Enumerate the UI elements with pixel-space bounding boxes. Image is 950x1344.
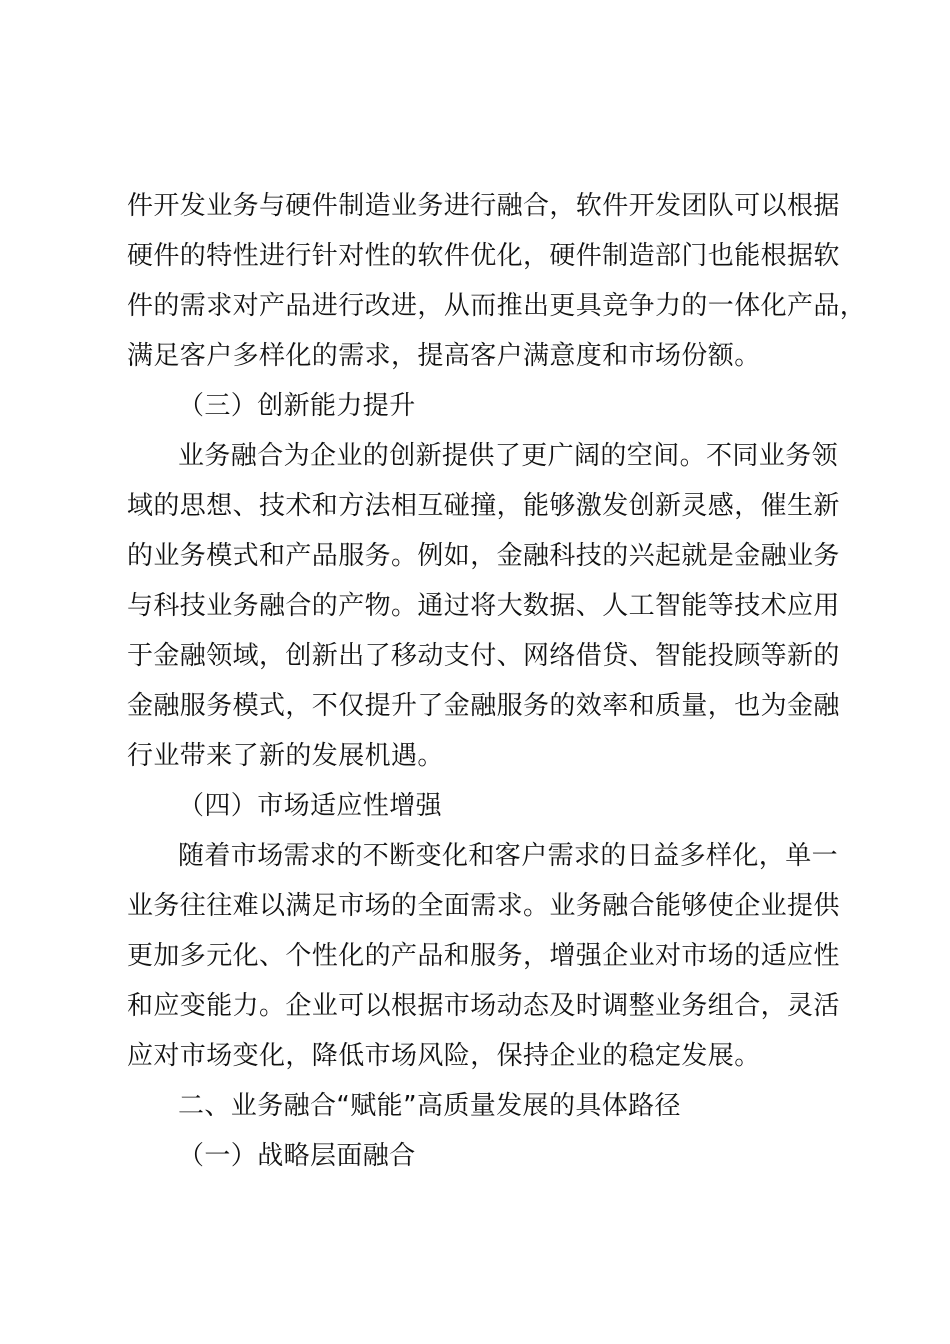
body-text-line: 件的需求对产品进行改进，从而推出更具竞争力的一体化产品， — [127, 291, 867, 321]
body-text-line: 行业带来了新的发展机遇。 — [127, 741, 444, 771]
body-text-line: 于金融领域，创新出了移动支付、网络借贷、智能投顾等新的 — [127, 641, 840, 671]
section-heading: （一）战略层面融合 — [178, 1141, 416, 1171]
body-text-line: 与科技业务融合的产物。通过将大数据、人工智能等技术应用 — [127, 591, 840, 621]
body-text-line: 满足客户多样化的需求，提高客户满意度和市场份额。 — [127, 341, 761, 371]
body-text-line: 件开发业务与硬件制造业务进行融合，软件开发团队可以根据 — [127, 191, 840, 221]
body-text-line: 业务往往难以满足市场的全面需求。业务融合能够使企业提供 — [127, 891, 840, 921]
section-heading: （三）创新能力提升 — [178, 391, 416, 421]
body-text-line: 和应变能力。企业可以根据市场动态及时调整业务组合，灵活 — [127, 991, 840, 1021]
body-text-line: 随着市场需求的不断变化和客户需求的日益多样化，单一 — [178, 841, 839, 871]
body-text-line: 硬件的特性进行针对性的软件优化，硬件制造部门也能根据软 — [127, 241, 840, 271]
chapter-heading: 二、业务融合“赋能”高质量发展的具体路径 — [178, 1091, 681, 1121]
body-text-line: 业务融合为企业的创新提供了更广阔的空间。不同业务领 — [178, 441, 839, 471]
body-text-line: 金融服务模式，不仅提升了金融服务的效率和质量，也为金融 — [127, 691, 840, 721]
body-text-line: 的业务模式和产品服务。例如，金融科技的兴起就是金融业务 — [127, 541, 840, 571]
body-text-line: 域的思想、技术和方法相互碰撞，能够激发创新灵感，催生新 — [127, 491, 840, 521]
body-text-line: 更加多元化、个性化的产品和服务，增强企业对市场的适应性 — [127, 941, 840, 971]
section-heading: （四）市场适应性增强 — [178, 791, 443, 821]
body-text-line: 应对市场变化，降低市场风险，保持企业的稳定发展。 — [127, 1041, 761, 1071]
